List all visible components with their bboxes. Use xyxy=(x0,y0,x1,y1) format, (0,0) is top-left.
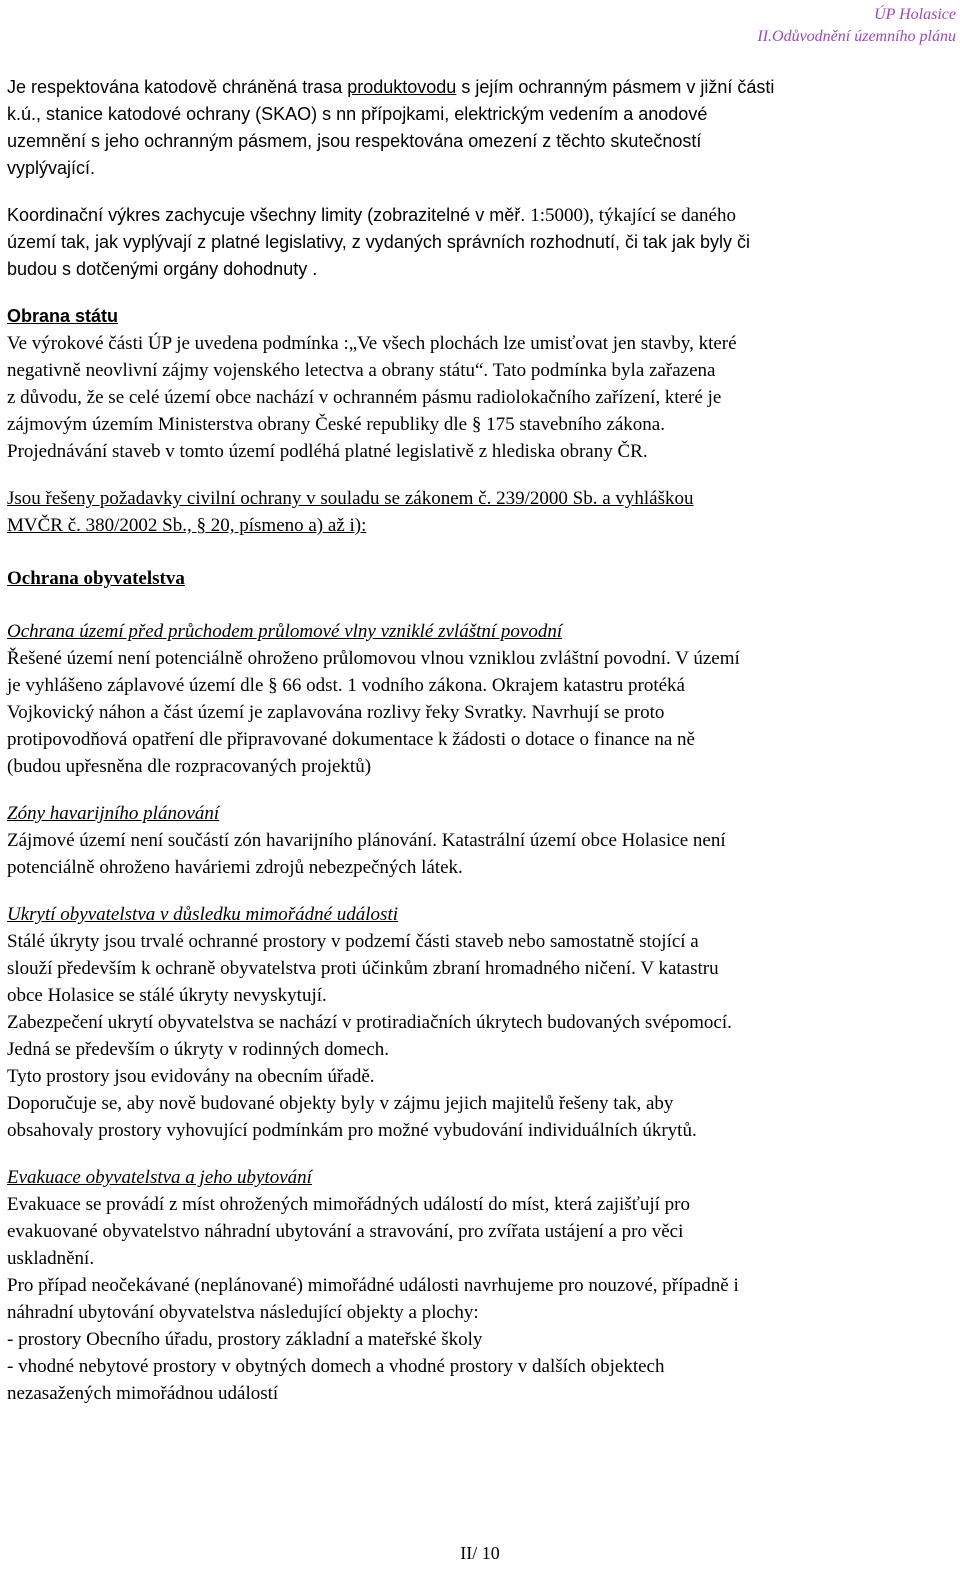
paragraph-koordinacni-vykres xyxy=(7,202,955,283)
text-line: budou s dotčenými orgány dohodnuty . xyxy=(7,259,318,279)
text-line: - prostory Obecního úřadu, prostory základní a mateřské školy xyxy=(7,1329,483,1350)
text-line: Evakuace se provádí z míst ohrožených mimořádných událostí do míst, která zajišťují pro xyxy=(7,1194,690,1215)
section-evakuace xyxy=(7,1164,955,1407)
text-line: je vyhlášeno záplavové území dle § 66 odst. 1 vodního zákona. Okrajem katastru protéká xyxy=(7,675,685,696)
text-line: slouží především k ochraně obyvatelstva proti účinkům zbraní hromadného ničení. V katastru xyxy=(7,958,719,979)
document-body xyxy=(7,74,955,1407)
text-line: Je respektována katodově chráněná trasa produktovodu s jejím ochranným pásmem v jižní části xyxy=(7,77,775,97)
text-line: k.ú., stanice katodové ochrany (SKAO) s nn přípojkami, elektrickým vedením a anodové xyxy=(7,104,708,124)
text-line: Ve výrokové části ÚP je uvedena podmínka :„Ve všech plochách lze umisťovat jen stavby, které xyxy=(7,333,737,354)
page-number: II/ 10 xyxy=(460,1543,500,1563)
text-line: obsahovaly prostory vyhovující podmínkám pro možné vybudování individuálních úkrytů. xyxy=(7,1120,697,1141)
header-subtitle: II.Odůvodnění územního plánu xyxy=(757,28,956,45)
text-line: Tyto prostory jsou evidovány na obecním úřadě. xyxy=(7,1066,375,1087)
paragraph-produktovod xyxy=(7,74,955,182)
subsection-heading: Ochrana území před průchodem průlomové vlny vzniklé zvláštní povodní xyxy=(7,621,563,642)
page-header xyxy=(757,4,956,48)
text-line: obce Holasice se stálé úkryty nevyskytují. xyxy=(7,985,327,1006)
section-heading-ochrana-obyvatelstva: Ochrana obyvatelstva xyxy=(7,568,185,589)
text-line: Pro případ neočekávané (neplánované) mimořádné události navrhujeme pro nouzové, případně i xyxy=(7,1275,739,1296)
text-line: (budou upřesněna dle rozpracovaných projektů) xyxy=(7,756,372,777)
text-line: Stálé úkryty jsou trvalé ochranné prostory v podzemí části staveb nebo samostatně stojící a xyxy=(7,931,699,952)
section-obrana-statu xyxy=(7,303,955,465)
section-povoden xyxy=(7,618,955,780)
text-line: zájmovým územím Ministerstva obrany České republiky dle § 175 stavebního zákona. xyxy=(7,414,665,435)
section-heading: Obrana státu xyxy=(7,306,119,326)
text-line: potenciálně ohroženo haváriemi zdrojů nebezpečných látek. xyxy=(7,857,463,878)
text-line: Vojkovický náhon a část území je zaplavována rozlivy řeky Svratky. Navrhují se proto xyxy=(7,702,665,723)
text-line: Zabezpečení ukrytí obyvatelstva se nachází v protiradiačních úkrytech budovaných svépomocí. xyxy=(7,1012,732,1033)
section-ukryti-obyvatelstva xyxy=(7,901,955,1144)
text-line: Zájmové území není součástí zón havarijního plánování. Katastrální území obce Holasice není xyxy=(7,830,726,851)
text-line: uzemnění s jeho ochranným pásmem, jsou respektována omezení z těchto skutečností xyxy=(7,131,702,151)
text-line: Jsou řešeny požadavky civilní ochrany v souladu se zákonem č. 239/2000 Sb. a vyhláškou xyxy=(7,488,694,509)
subsection-heading: Zóny havarijního plánování xyxy=(7,803,220,824)
text-line: - vhodné nebytové prostory v obytných domech a vhodné prostory v dalších objektech xyxy=(7,1356,665,1377)
text-line: evakuované obyvatelstvo náhradní ubytování a stravování, pro zvířata ustájení a pro věci xyxy=(7,1221,684,1242)
produktovod-link: produktovodu xyxy=(347,77,457,97)
section-zony-havarijniho-planovani xyxy=(7,800,955,881)
header-title: ÚP Holasice xyxy=(874,6,956,23)
text-line: Doporučuje se, aby nově budované objekty byly v zájmu jejich majitelů řešeny tak, aby xyxy=(7,1093,674,1114)
subsection-heading: Ukrytí obyvatelstva v důsledku mimořádné události xyxy=(7,904,399,925)
text-line: Projednávání staveb v tomto území podléhá platné legislativě z hlediska obrany ČR. xyxy=(7,441,648,462)
text-line: z důvodu, že se celé území obce nachází v ochranném pásmu radiolokačního zařízení, které je xyxy=(7,387,722,408)
text-line: nezasažených mimořádnou událostí xyxy=(7,1383,279,1404)
text-line: vyplývající. xyxy=(7,158,96,178)
text-line: uskladnění. xyxy=(7,1248,95,1269)
subsection-heading: Evakuace obyvatelstva a jeho ubytování xyxy=(7,1167,312,1188)
text-line: Řešené území není potenciálně ohroženo průlomovou vlnou vzniklou zvláštní povodní. V území xyxy=(7,648,740,669)
text-line: území tak, jak vyplývají z platné legislativy, z vydaných správních rozhodnutí, či tak jak byly či xyxy=(7,232,750,252)
text-line: protipovodňová opatření dle připravované dokumentace k žádosti o dotace o finance na ně xyxy=(7,729,695,750)
text-line: náhradní ubytování obyvatelstva následující objekty a plochy: xyxy=(7,1302,479,1323)
text-line: MVČR č. 380/2002 Sb., § 20, písmeno a) až i): xyxy=(7,515,367,536)
text-line: negativně neovlivní zájmy vojenského letectva a obrany státu“. Tato podmínka byla zařazena xyxy=(7,360,716,381)
text-line: Jedná se především o úkryty v rodinných domech. xyxy=(7,1039,390,1060)
text-line: Koordinační výkres zachycuje všechny limity (zobrazitelné v měř. 1:5000), týkající se daného xyxy=(7,205,736,226)
section-civilni-ochrana xyxy=(7,485,955,539)
